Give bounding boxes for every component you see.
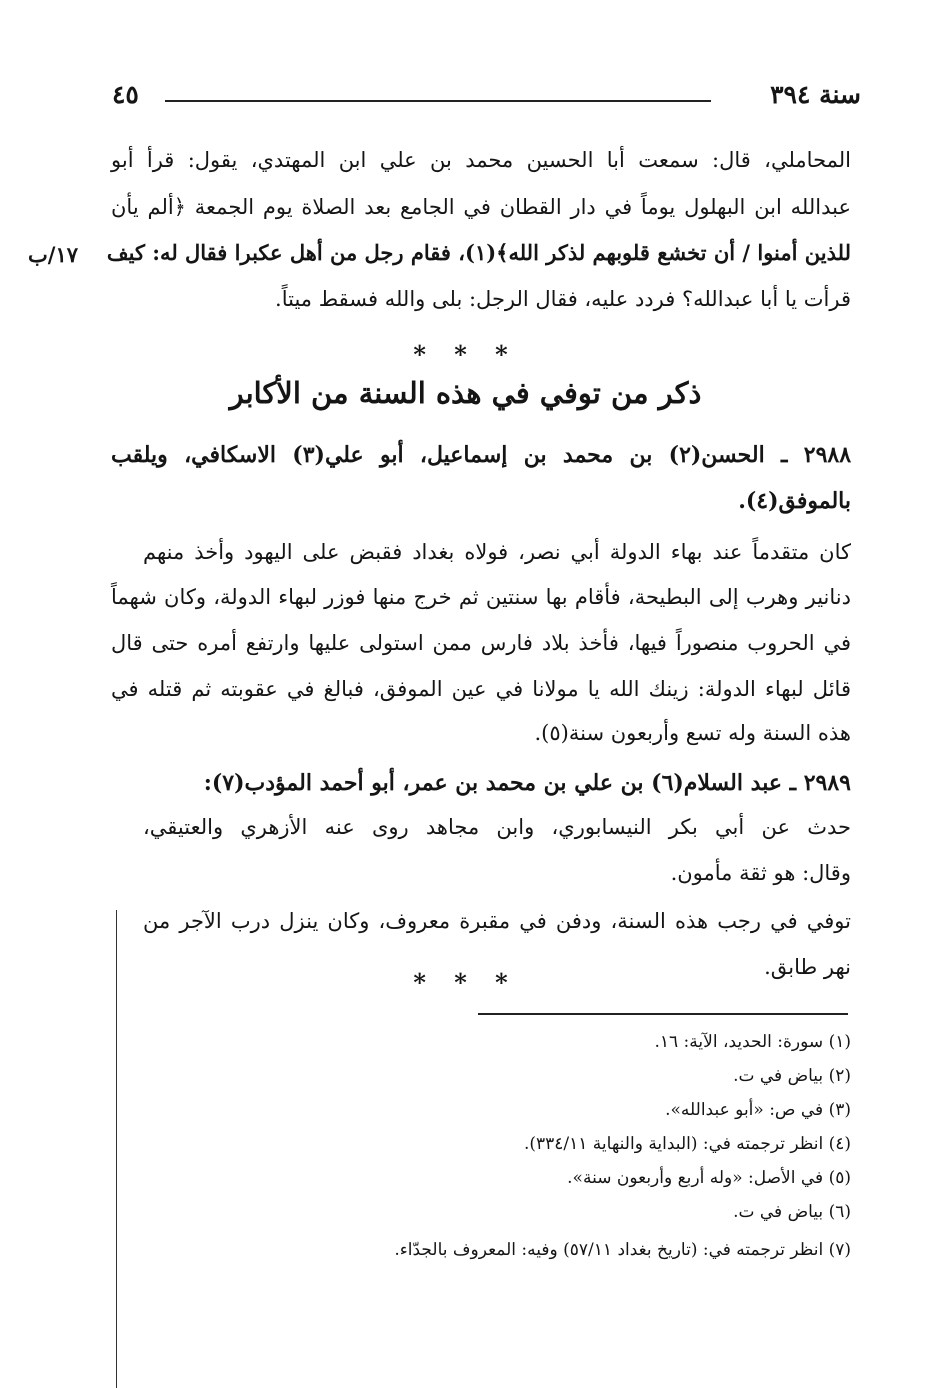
entry-2988-body-line-3: في الحروب منصوراً فيها، فأخذ بلاد فارس ممن استولى عليها وارتفع أمره حتى قال [111, 631, 851, 655]
footnote-4: (٤) انظر ترجمته في: (البداية والنهاية ٣٣٤/١١). [523, 1134, 851, 1154]
intro-line-4: قرأت يا أبا عبدالله؟ فردد عليه، فقال الرجل: بلى والله فسقط ميتاً. [275, 287, 851, 311]
intro-line-3: للذين أمنوا / أن تخشع قلوبهم لذكر الله﴾(١)، فقام رجل من أهل عكبرا فقال له: كيف [106, 240, 851, 265]
entry-2989-body-line-4: نهر طابق. [764, 955, 851, 979]
entry-2989-body-line-1: حدث عن أبي بكر النيسابوري، وابن مجاهد روى عنه الأزهري والعتيقي، [143, 815, 851, 839]
footnote-2: (٢) بياض في ت. [733, 1066, 851, 1086]
entry-2988-body-line-4: قائل لبهاء الدولة: زينك الله يا مولانا في عين الموفق، فبالغ في عقوبته ثم قتله في [111, 677, 851, 701]
running-title: سنة ٣٩٤ [770, 80, 861, 109]
footnote-rule [478, 1013, 848, 1015]
header-rule [165, 100, 711, 102]
entry-2988-title-line-1: ٢٩٨٨ ـ الحسن(٢) بن محمد بن إسماعيل، أبو علي(٣) الاسكافي، ويلقب [111, 442, 852, 468]
section-heading: ذكر من توفي في هذه السنة من الأكابر [229, 376, 702, 410]
intro-line-1: المحاملي، قال: سمعت أبا الحسين محمد بن علي ابن المهتدي، يقول: قرأ أبو [111, 148, 851, 172]
page-number: ٤٥ [112, 80, 139, 109]
footnote-3: (٣) في ص: «أبو عبدالله». [665, 1100, 851, 1120]
entry-2989-title: ٢٩٨٩ ـ عبد السلام(٦) بن علي بن محمد بن عمر، أبو أحمد المؤدب(٧): [203, 770, 851, 796]
entry-2988-body-line-5: هذه السنة وله تسع وأربعون سنة(٥). [534, 721, 851, 745]
entry-2988-body-line-1: كان متقدماً عند بهاء الدولة أبي نصر، فولاه بغداد فقبض على اليهود وأخذ منهم [143, 540, 851, 564]
end-separator: * * * [413, 968, 518, 997]
entry-2988-title-line-2: بالموفق(٤). [738, 488, 851, 514]
footnote-6: (٦) بياض في ت. [733, 1202, 851, 1222]
footnote-7: (٧) انظر ترجمته في: (تاريخ بغداد ٥٧/١١) وفيه: المعروف بالجدّاء. [394, 1240, 851, 1260]
section-separator: * * * [413, 340, 518, 369]
intro-line-2: عبدالله ابن البهلول يوماً في دار القطان في الجامع بعد الصلاة يوم الجمعة ﴿ألم يأن [111, 195, 851, 219]
margin-folio-note: ١٧/ب [28, 242, 79, 267]
footnote-1: (١) سورة: الحديد، الآية: ١٦. [654, 1032, 851, 1052]
entry-2989-body-line-3: توفي في رجب هذه السنة، ودفن في مقبرة معروف، وكان ينزل درب الآجر من [143, 909, 851, 933]
scan-edge-line [116, 910, 117, 1388]
entry-2988-body-line-2: دنانير وهرب إلى البطيحة، فأقام بها سنتين ثم خرج منها فوزر لبهاء الدولة، وكان شهماً [111, 585, 851, 609]
footnote-5: (٥) في الأصل: «وله أربع وأربعون سنة». [567, 1168, 851, 1188]
entry-2989-body-line-2: وقال: هو ثقة مأمون. [670, 861, 851, 885]
